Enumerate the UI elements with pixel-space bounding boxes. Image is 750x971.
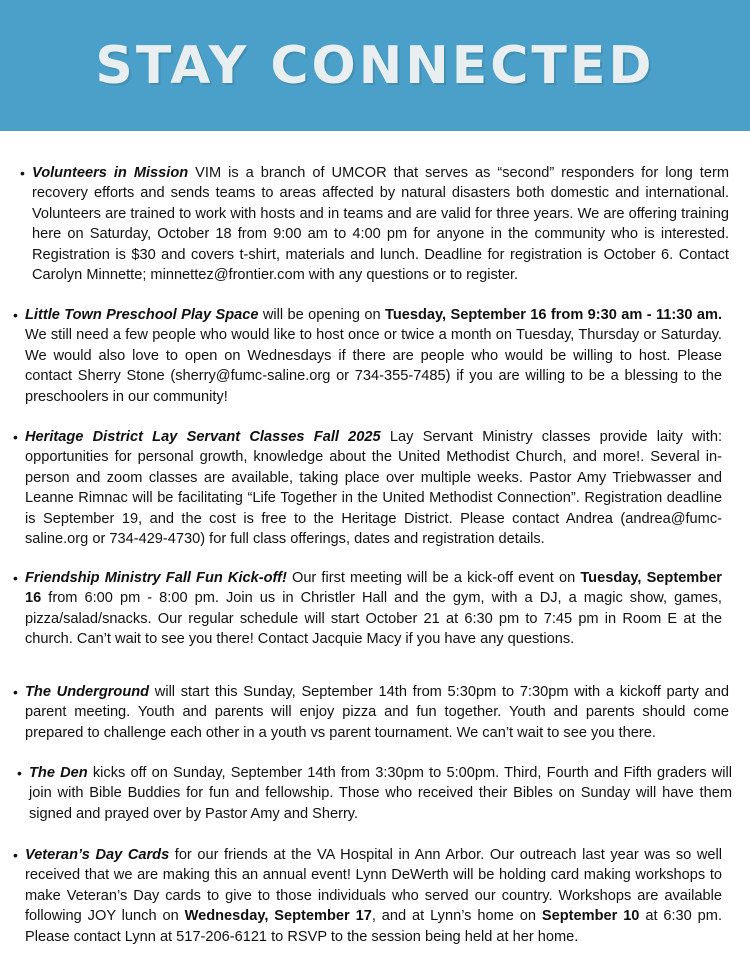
item-title: The Den bbox=[29, 765, 88, 781]
item-text: Our first meeting will be a kick-off event on bbox=[286, 570, 581, 586]
item-text: , and at Lynn’s home on bbox=[371, 908, 542, 925]
item-text: will be opening on bbox=[258, 307, 386, 323]
item-title: Volunteers in Mission bbox=[32, 165, 189, 181]
list-item-friendship bbox=[13, 568, 722, 650]
bullet-icon: • bbox=[20, 165, 25, 181]
page-title: STAY CONNECTED bbox=[95, 36, 655, 96]
item-text: will start this Sunday, September 14th from 5:30pm to 7:30pm with a kickoff party and parent meeting. Youth and parents will enjoy pizza and fun together. Youth and parents should come prepared to challenge each other in a youth vs parent tournament. We can’t wait to see you there. bbox=[25, 684, 729, 741]
item-date: Tuesday, September 16 bbox=[25, 570, 722, 607]
list-item-underground bbox=[13, 682, 729, 743]
item-text: kicks off on Sunday, September 14th from 3:30pm to 5:00pm. Third, Fourth and Fifth graders will join with Bible Buddies for fun and fellowship. Those who received their Bibles on Sunday will have them signed and prayed over by Pastor Amy and Sherry. bbox=[29, 765, 732, 822]
bullet-icon: • bbox=[13, 570, 18, 586]
item-date: September 10 bbox=[541, 908, 640, 925]
item-title: Veteran’s Day Cards bbox=[25, 847, 170, 863]
item-text: at 6:30 pm. Please contact Lynn at 517-206-6121 to RSVP to the session being held at her home. bbox=[25, 908, 723, 945]
list-item-vim bbox=[20, 163, 729, 285]
list-item-preschool bbox=[13, 305, 722, 407]
bullet-icon: • bbox=[13, 684, 18, 700]
item-text: from 6:00 pm - 8:00 pm. Join us in Christler Hall and the gym, with a DJ, a magic show, games, pizza/salad/snacks. Our regular schedule will start October 21 at 6:30 pm to 7:45 pm in Room E at the church. Can’t wait to see you there! Contact Jacquie Macy if you have any questions. bbox=[25, 590, 722, 648]
item-text: VIM is a branch of UMCOR that serves as “second” responders for long term recovery efforts and sends teams to areas affected by natural disasters both domestic and international. Volunteers are trained to work with hosts and in teams and are valid for three years. We are offering training here on Saturday, October 18 from 9:00 am to 4:00 pm for anyone in the community who is interested. Registration is $30 and covers t-shirt, materials and lunch. Deadline for registration is October 6. Contact Carolyn Minnette; minnettez@frontier.com with any questions or to register. bbox=[32, 165, 729, 284]
item-title: Heritage District Lay Servant Classes Fall 2025 bbox=[25, 429, 381, 445]
bullet-icon: • bbox=[13, 307, 18, 323]
list-item-den bbox=[17, 763, 732, 824]
bullet-icon: • bbox=[13, 429, 18, 445]
item-date: Tuesday, September 16 from 9:30 am - 11:30 am. bbox=[385, 307, 722, 323]
item-date: Wednesday, September 17 bbox=[184, 908, 372, 925]
bullet-icon: • bbox=[13, 847, 18, 863]
item-text: We still need a few people who would like to host once or twice a month on Tuesday, Thursday or Saturday. We would also love to open on Wednesdays if there are people who would be willing to host. Please contact Sherry Stone (sherry@fumc-saline.org or 734-355-7485) if you are willing to be a blessing to the preschoolers in our community! bbox=[25, 327, 722, 405]
item-title: Little Town Preschool Play Space bbox=[25, 307, 259, 323]
item-title: Friendship Ministry Fall Fun Kick-off! bbox=[25, 570, 287, 586]
list-item-veterans bbox=[13, 845, 723, 947]
item-title: The Underground bbox=[25, 684, 150, 700]
item-text: for our friends at the VA Hospital in Ann Arbor. Our outreach last year was so well received that we are making this an annual event! Lynn DeWerth will be holding card making workshops to make Veteran’s Day cards to give to those individuals who served our country. Workshops are available following JOY lunch on bbox=[25, 847, 722, 925]
list-item-lay-servant bbox=[13, 427, 722, 549]
item-text: Lay Servant Ministry classes provide laity with: opportunities for personal growth, knowledge about the United Methodist Church, and more!. Several in-person and zoom classes are available, taking place over multiple weeks. Pastor Amy Triebwasser and Leanne Rimnac will be facilitating “Life Together in the United Methodist Connection”. Registration deadline is September 19, and the cost is free to the Heritage District. Please contact Andrea (andrea@fumc-saline.org or 734-429-4730) for full class offerings, dates and registration details. bbox=[25, 429, 722, 548]
bullet-icon: • bbox=[17, 765, 22, 781]
header-banner bbox=[0, 0, 750, 131]
